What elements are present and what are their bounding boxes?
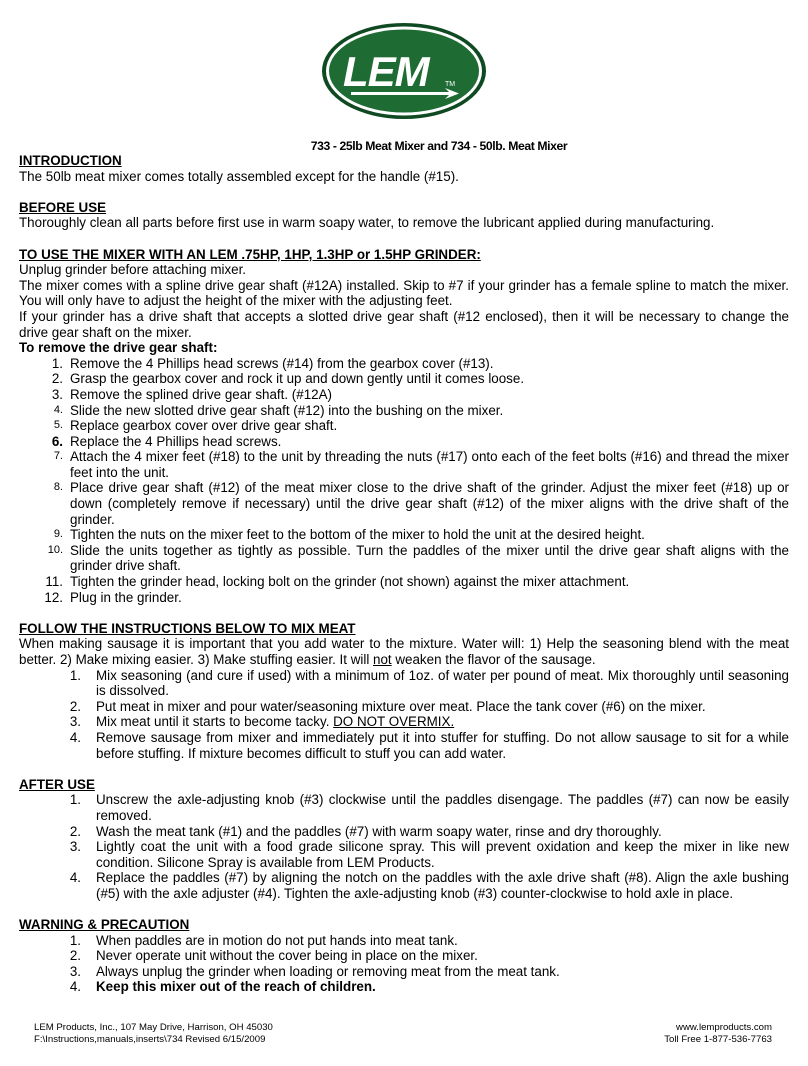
intro-heading: INTRODUCTION [19, 153, 122, 168]
list-item: 1. Remove the 4 Phillips head screws (#14) from the gearbox cover (#13). [51, 355, 494, 371]
footer-website: www.lemproducts.com [676, 1022, 772, 1033]
footer-left [34, 1022, 273, 1046]
mix-steps [19, 668, 789, 762]
list-item: 9. Tighten the nuts on the mixer feet to the bottom of the mixer to hold the unit at the desired height. [53, 527, 645, 543]
before-use-heading: BEFORE USE [19, 199, 107, 215]
footer-right [664, 1022, 772, 1046]
list-item: 7. Attach the 4 mixer feet (#18) to the unit by threading the nuts (#17) onto each of the feet bolts (#16) and thread the mixer feet into the unit. [53, 449, 789, 480]
mix-heading: FOLLOW THE INSTRUCTIONS BELOW TO MIX MEAT [19, 620, 356, 636]
warning-steps [19, 933, 789, 995]
list-item: 2. Wash the meat tank (#1) and the paddles (#7) with warm soapy water, rinse and dry thoroughly. [69, 823, 662, 839]
drive-shaft-steps [19, 356, 789, 606]
list-item: 6. Replace the 4 Phillips head screws. [51, 433, 282, 449]
drive-shaft-subheading: To remove the drive gear shaft: [19, 340, 218, 356]
before-use-text: Thoroughly clean all parts before first use in warm soapy water, to remove the lubricant applied during manufacturing. [19, 215, 715, 231]
list-item: 4. Keep this mixer out of the reach of children. [69, 979, 376, 995]
warning-heading: WARNING & PRECAUTION [19, 917, 190, 933]
list-item: 3. Always unplug the grinder when loading or removing meat from the meat tank. [69, 963, 560, 979]
lem-logo [321, 22, 487, 120]
logo-text: LEM [343, 48, 429, 95]
list-item: 3. Mix meat until it starts to become tacky. DO NOT OVERMIX. [69, 714, 455, 730]
grinder-heading: TO USE THE MIXER WITH AN LEM .75HP, 1HP, 1.3HP or 1.5HP GRINDER: [19, 246, 481, 262]
list-item: 2. Grasp the gearbox cover and rock it up and down gently until it comes loose. [51, 371, 525, 387]
logo-tm: TM [445, 81, 456, 88]
mix-intro: When making sausage it is important that you add water to the mixture. Water will: 1) Help the seasoning blend with the meat better. 2) Make mixing easier. 3) Make stuffing easier. It will not weaken the flavor of the sausage. [19, 636, 789, 667]
after-use-steps [19, 792, 789, 901]
document-content [19, 153, 789, 995]
list-item: 2. Put meat in mixer and pour water/seasoning mixture over meat. Place the tank cover (#6) on the mixer. [69, 698, 706, 714]
footer-phone: Toll Free 1-877-536-7763 [664, 1034, 772, 1045]
list-item: 10. Slide the units together as tightly as possible. Turn the paddles of the mixer until the drive gear shaft aligns with the grinder drive shaft. [47, 542, 789, 574]
list-item: 2. Never operate unit without the cover being in place on the mixer. [69, 948, 478, 964]
list-item: 4. Slide the new slotted drive gear shaft (#12) into the bushing on the mixer. [53, 402, 504, 418]
list-item: 1. Unscrew the axle-adjusting knob (#3) clockwise until the paddles disengage. The paddles (#7) can now be easily removed. [69, 792, 789, 823]
list-item: 12. Plug in the grinder. [44, 589, 182, 605]
list-item: 5. Replace gearbox cover over drive gear shaft. [53, 418, 338, 434]
grinder-paragraph: If your grinder has a drive shaft that accepts a slotted drive gear shaft (#12 enclosed), then it will be necessary to change the drive gear shaft on the mixer. [19, 308, 789, 340]
list-item: 4. Replace the paddles (#7) by aligning the notch on the paddles with the axle drive shaft (#8). Align the axle bushing (#5) with the axle adjuster (#4). Tighten the axle-adjusting knob (#3) counter-clockwise to hold axle in place. [69, 870, 789, 901]
document-title: 733 - 25lb Meat Mixer and 734 - 50lb. Meat Mixer [310, 139, 568, 153]
footer-address: LEM Products, Inc., 107 May Drive, Harrison, OH 45030 [34, 1022, 273, 1033]
list-item: 1. Mix seasoning (and cure if used) with a minimum of 1oz. of water per pound of meat. Mix thoroughly until seasoning is dissolved. [69, 667, 789, 699]
footer-file-path: F:\Instructions,manuals,inserts\734 Revised 6/15/2009 [34, 1034, 266, 1045]
after-use-heading: AFTER USE [19, 776, 95, 792]
grinder-paragraph: The mixer comes with a spline drive gear shaft (#12A) installed. Skip to #7 if your grinder has a female spline to match the mixer. You will only have to adjust the height of the mixer with the adjusting feet. [19, 277, 789, 309]
list-item: 8. Place drive gear shaft (#12) of the meat mixer close to the drive shaft of the grinder. Adjust the mixer feet (#18) up or down (completely remove if necessary) until the drive gear shaft (#12) of the mixer aligns with the drive shaft of the grinder. [53, 480, 789, 527]
list-item: 3. Lightly coat the unit with a food grade silicone spray. This will prevent oxidation and keep the mixer in like new condition. Silicone Spray is available from LEM Products. [69, 839, 789, 870]
list-item: 4. Remove sausage from mixer and immediately put it into stuffer for stuffing. Do not allow sausage to sit for a while before stuffing. If mixture becomes difficult to stuff you can add water. [69, 729, 789, 761]
list-item: 3. Remove the splined drive gear shaft. (#12A) [51, 386, 333, 402]
intro-text: The 50lb meat mixer comes totally assembled except for the handle (#15). [19, 168, 459, 184]
list-item: 11. Tighten the grinder head, locking bolt on the grinder (not shown) against the mixer attachment. [45, 574, 630, 590]
list-item: 1. When paddles are in motion do not put hands into meat tank. [69, 932, 458, 948]
grinder-paragraph: Unplug grinder before attaching mixer. [19, 262, 247, 278]
